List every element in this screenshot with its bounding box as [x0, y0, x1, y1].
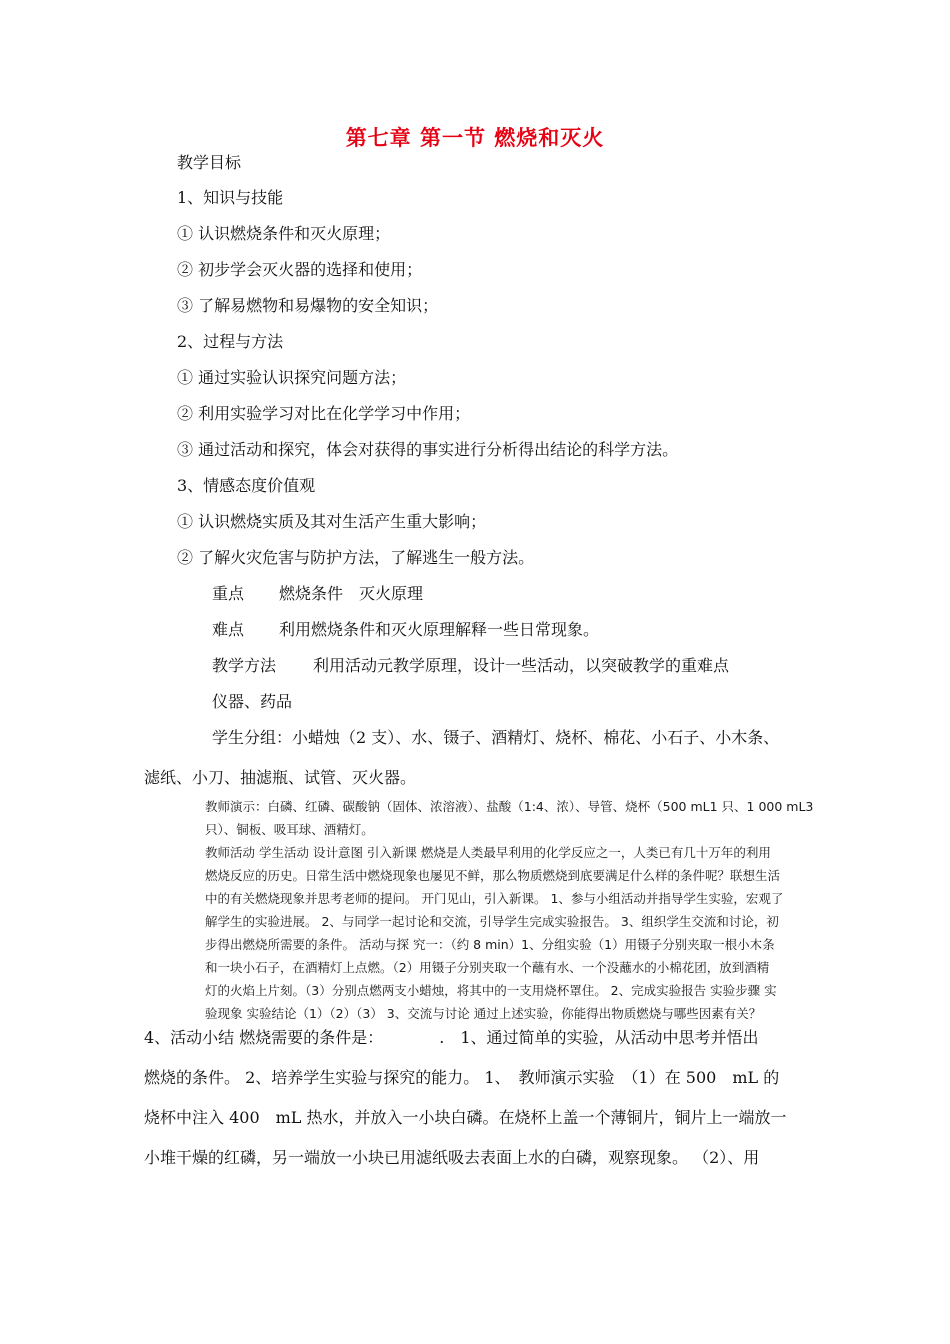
activity-text-block	[205, 795, 825, 1025]
objective-item: ① 认识燃烧实质及其对生活产生重大影响；	[177, 512, 487, 531]
activity-line: 验现象 实验结论（1）（2）（3） 3、交流与讨论 通过上述实验，你能得出物质燃烧与哪些因素有关？	[205, 1006, 762, 1021]
objective-item: ② 利用实验学习对比在化学学习中作用；	[177, 404, 471, 423]
difficulty-label: 难点	[212, 620, 245, 639]
summary-paragraph	[144, 1018, 814, 1178]
objectives-heading: 教学目标	[177, 153, 242, 172]
activity-line: 解学生的实验进展。 2、与同学一起讨论和交流，引导学生完成实验报告。 3、组织学生交流和讨论，初	[205, 914, 779, 929]
section-3-heading: 3、情感态度价值观	[177, 476, 316, 495]
key-point-label: 重点	[212, 584, 245, 603]
key-point-value: 燃烧条件 灭火原理	[279, 584, 424, 603]
teaching-method-value: 利用活动元教学原理，设计一些活动，以突破教学的重难点	[313, 656, 730, 675]
objective-item: ③ 了解易燃物和易爆物的安全知识；	[177, 296, 439, 315]
difficulty-value: 利用燃烧条件和灭火原理解释一些日常现象。	[279, 620, 600, 639]
page-title: 第七章 第一节 燃烧和灭火	[345, 126, 605, 150]
activity-line: 燃烧反应的历史。日常生活中燃烧现象也屡见不鲜，那么物质燃烧到底要满足什么样的条件呢？联想生活	[205, 868, 781, 883]
activity-line: 只）、铜板、吸耳球、酒精灯。	[205, 822, 374, 837]
objective-item: ② 初步学会灭火器的选择和使用；	[177, 260, 423, 279]
objective-item: ① 通过实验认识探究问题方法；	[177, 368, 407, 387]
activity-line: 教师活动 学生活动 设计意图 引入新课 燃烧是人类最早利用的化学反应之一，人类已有几十万年的利用	[205, 845, 771, 860]
objective-item: ② 了解火灾危害与防护方法，了解逃生一般方法。	[177, 548, 535, 567]
paragraph-line: 4、活动小结 燃烧需要的条件是： . 1、通过简单的实验，从活动中思考并悟出	[144, 1028, 759, 1047]
activity-line: 和一块小石子，在酒精灯上点燃。（2）用镊子分别夹取一个蘸有水、一个没蘸水的小棉花团，放到酒精	[205, 960, 770, 975]
activity-line: 中的有关燃烧现象并思考老师的提问。 开门见山，引入新课。 1、参与小组活动并指导学生实验，宏观了	[205, 891, 784, 906]
section-1-heading: 1、知识与技能	[177, 188, 284, 207]
activity-line: 教师演示：白磷、红磷、碳酸钠（固体、浓溶液）、盐酸（1:4、浓）、导管、烧杯（500 mL1 只、1 000 mL3	[205, 799, 814, 814]
paragraph-line: 燃烧的条件。 2、培养学生实验与探究的能力。 1、 教师演示实验 （1）在 500 mL 的	[144, 1068, 780, 1087]
section-2-heading: 2、过程与方法	[177, 332, 284, 351]
objective-item: ③ 通过活动和探究，体会对获得的事实进行分析得出结论的科学方法。	[177, 440, 679, 459]
equipment-heading: 仪器、药品	[212, 692, 293, 711]
paragraph-line: 烧杯中注入 400 mL 热水，并放入一小块白磷。在烧杯上盖一个薄铜片，铜片上一端放一	[144, 1108, 787, 1127]
teaching-method-label: 教学方法	[212, 656, 277, 675]
activity-line: 步得出燃烧所需要的条件。 活动与探 究一：（约 8 min）1、分组实验（1）用镊子分别夹取一根小木条	[205, 937, 775, 952]
student-groups-line: 学生分组：小蜡烛（2 支）、水、镊子、酒精灯、烧杯、棉花、小石子、小木条、	[212, 728, 780, 747]
activity-line: 灯的火焰上片刻。（3）分别点燃两支小蜡烛，将其中的一支用烧杯罩住。 2、完成实验报告 实验步骤 实	[205, 983, 777, 998]
student-groups-line: 滤纸、小刀、抽滤瓶、试管、灭火器。	[144, 768, 417, 787]
objective-item: ① 认识燃烧条件和灭火原理；	[177, 224, 391, 243]
paragraph-line: 小堆干燥的红磷，另一端放一小块已用滤纸吸去表面上水的白磷，观察现象。 （2）、用	[144, 1148, 760, 1167]
